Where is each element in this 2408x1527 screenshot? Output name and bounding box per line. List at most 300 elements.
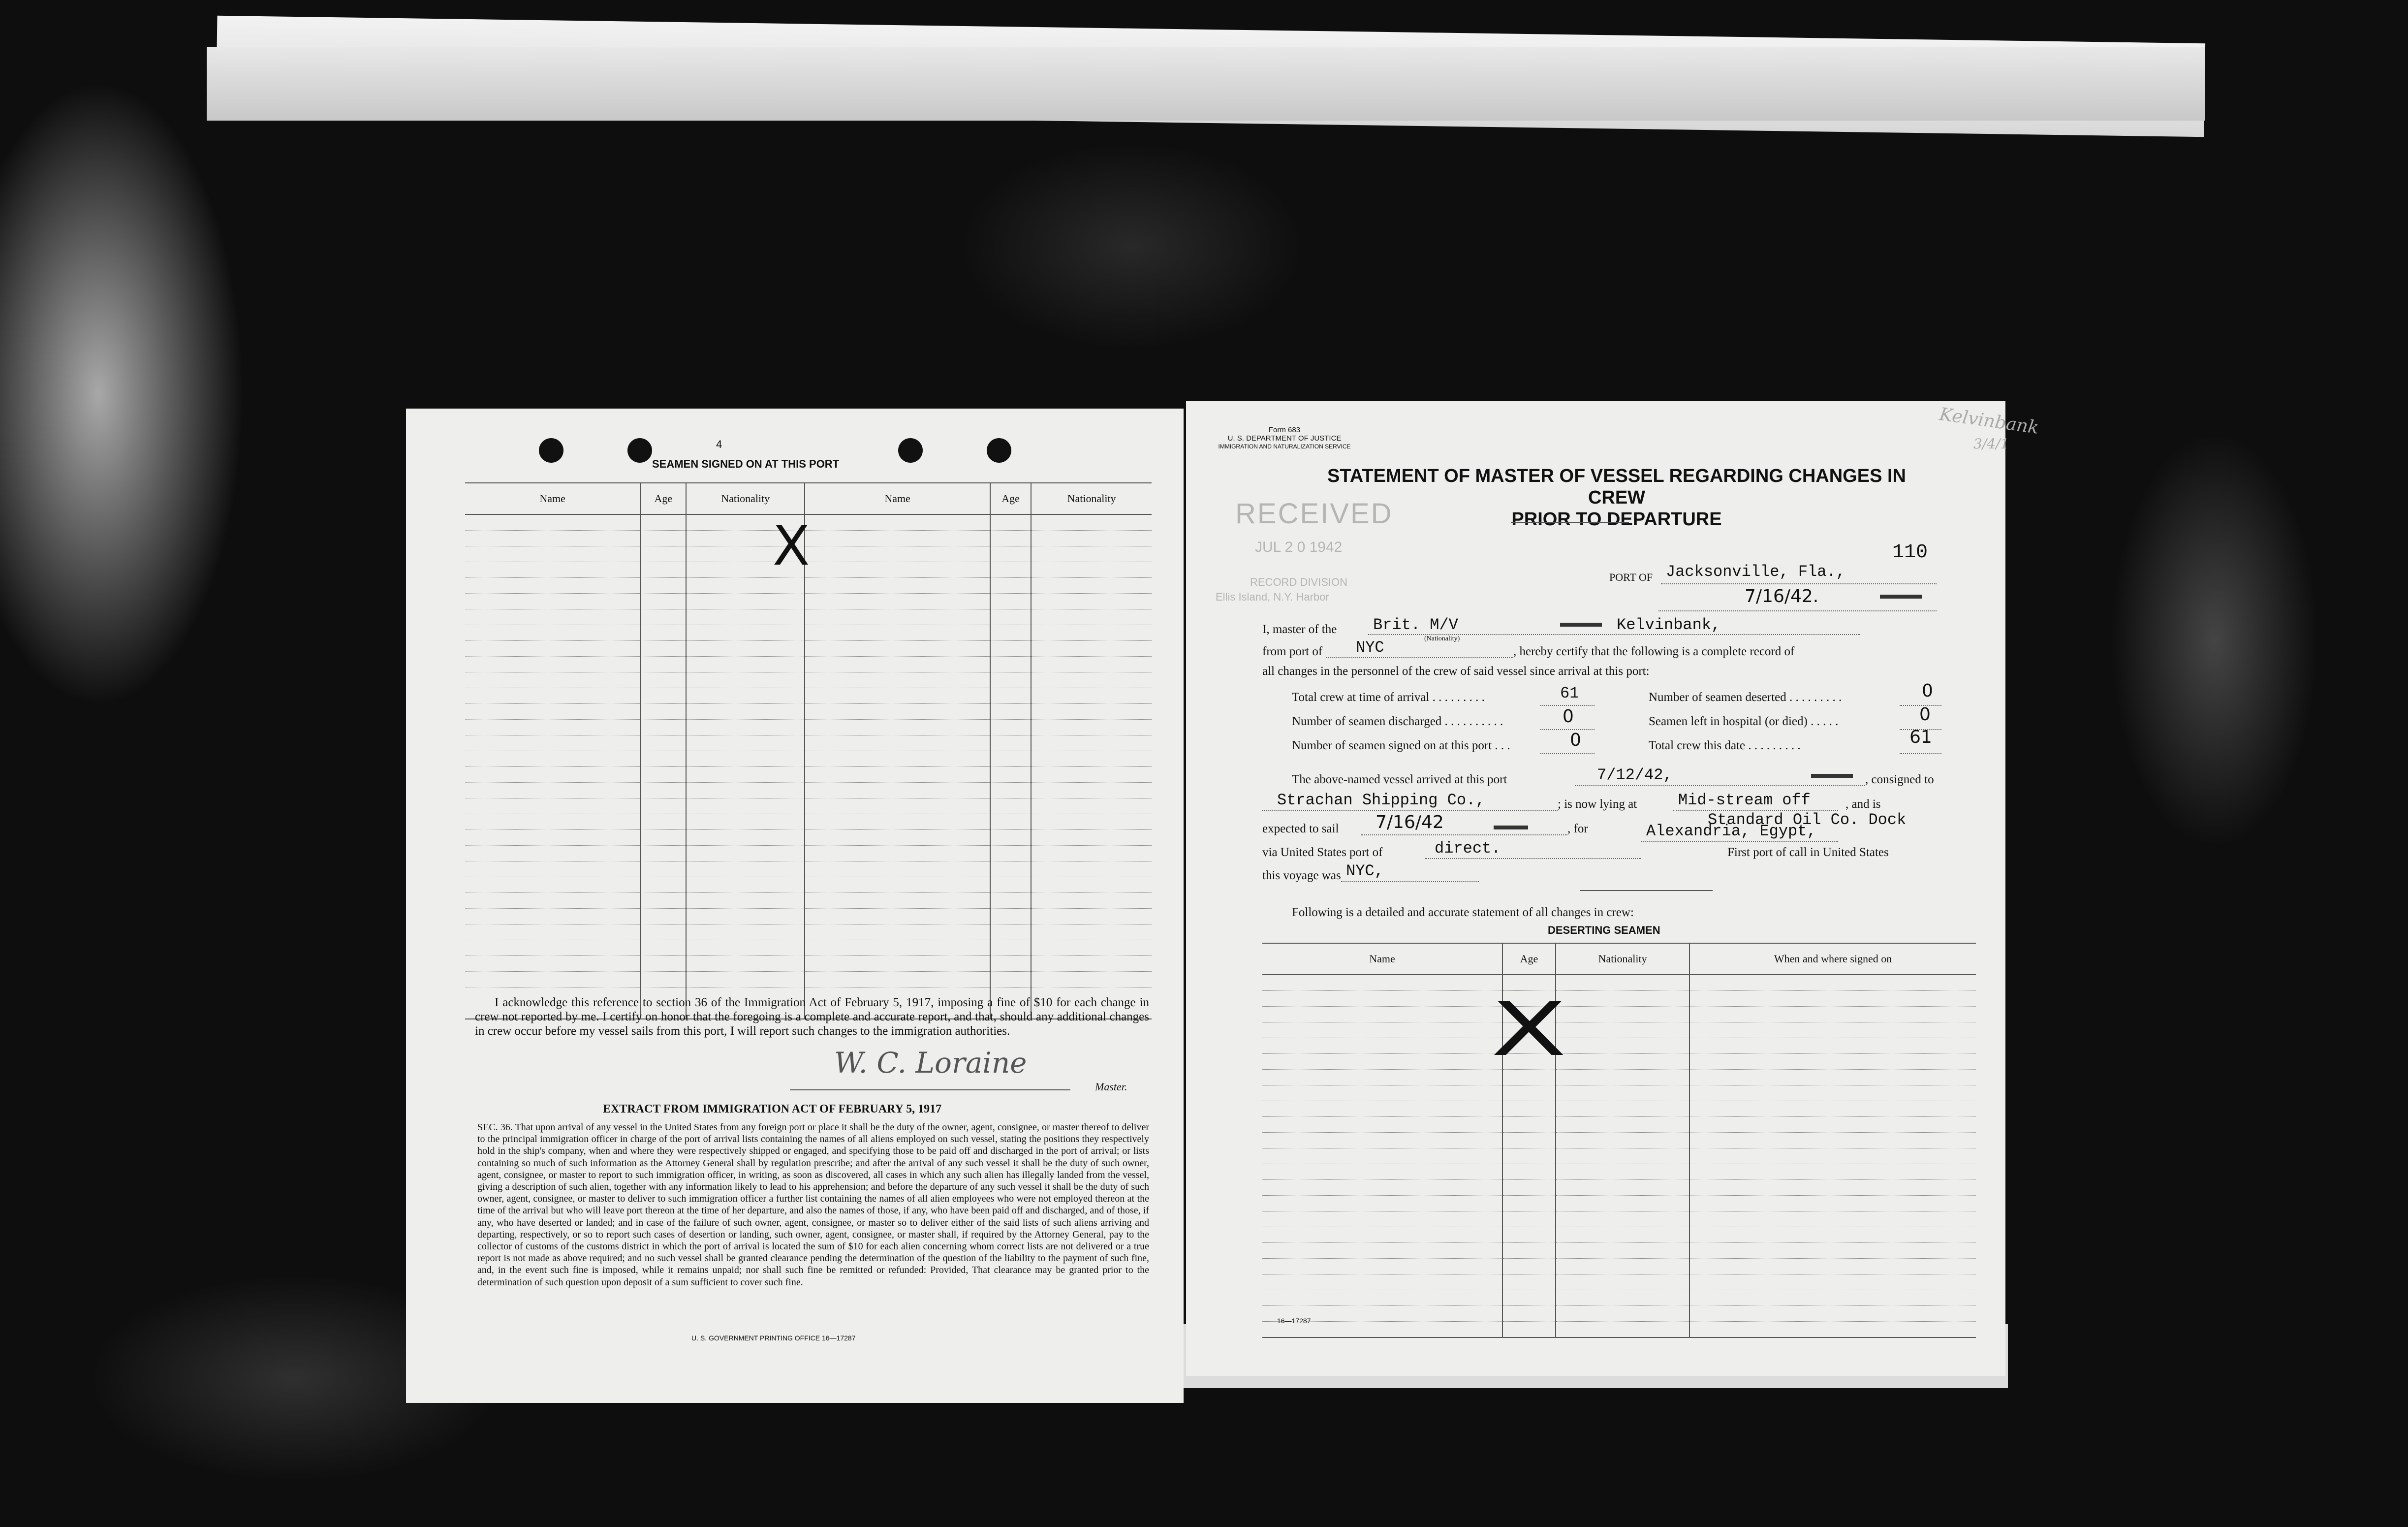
table-cell — [1689, 1117, 1976, 1133]
table-row — [1262, 1007, 1976, 1022]
table-cell — [805, 956, 990, 972]
table-cell — [686, 909, 805, 924]
table-cell — [465, 909, 640, 924]
table-cell — [805, 767, 990, 783]
table-row — [465, 720, 1152, 735]
table-row — [465, 767, 1152, 783]
table-cell — [1689, 1148, 1976, 1164]
table-cell — [1031, 672, 1152, 688]
table-cell — [686, 751, 805, 767]
table-cell — [1031, 688, 1152, 704]
table-cell — [805, 846, 990, 861]
struck-out-text — [1560, 623, 1602, 627]
table-cell — [1502, 1274, 1556, 1290]
table-row — [465, 625, 1152, 641]
table-cell — [640, 625, 686, 641]
table-cell — [990, 846, 1031, 861]
table-cell — [465, 609, 640, 625]
table-cell — [990, 531, 1031, 546]
table-cell — [1689, 1322, 1976, 1338]
table-cell — [1031, 720, 1152, 735]
vessel-name: Kelvinbank, — [1617, 616, 1721, 634]
column-header-age: Age — [1502, 943, 1556, 975]
table-cell — [1502, 1180, 1556, 1196]
table-cell — [686, 877, 805, 893]
voyage-port-value: NYC, — [1346, 862, 1384, 880]
deserted-label: Number of seamen deserted . . . . . . . . . — [1649, 691, 1842, 704]
table-cell — [640, 861, 686, 877]
port-label: PORT OF — [1609, 571, 1653, 583]
table-cell — [1689, 1196, 1976, 1211]
table-cell — [465, 924, 640, 940]
form-header — [1201, 426, 1368, 451]
table-cell — [805, 940, 990, 956]
table-cell — [805, 924, 990, 940]
table-cell — [1262, 1180, 1502, 1196]
table-cell — [465, 783, 640, 798]
corner-note-2: 3/4/1 — [1973, 436, 2009, 452]
table-cell — [465, 531, 640, 546]
table-cell — [805, 672, 990, 688]
deserted-value: 0 — [1922, 681, 1933, 701]
table-cell — [1556, 1164, 1689, 1180]
table-cell — [465, 940, 640, 956]
port-line — [1661, 583, 1937, 584]
struck-out-text — [1811, 774, 1853, 778]
table-cell — [1262, 1164, 1502, 1180]
total-crew-date-label: Total crew this date . . . . . . . . . — [1649, 739, 1801, 752]
table-cell — [1502, 1290, 1556, 1306]
struck-out-text — [1880, 595, 1922, 599]
column-header-name: Name — [805, 483, 990, 514]
table-cell — [1031, 531, 1152, 546]
table-cell — [805, 562, 990, 578]
table-cell — [686, 704, 805, 720]
table-cell — [465, 830, 640, 846]
struck-out-text — [1494, 826, 1528, 829]
table-row — [465, 609, 1152, 625]
table-cell — [1031, 783, 1152, 798]
port-value: Jacksonville, Fla., — [1666, 563, 1845, 581]
table-cell — [640, 877, 686, 893]
table-cell — [805, 594, 990, 609]
table-cell — [465, 877, 640, 893]
title-line-2: PRIOR TO DEPARTURE — [1511, 509, 1722, 530]
value-line — [1900, 753, 1941, 754]
table-cell — [805, 830, 990, 846]
table-row — [1262, 1164, 1976, 1180]
table-row — [1262, 1322, 1976, 1338]
table-cell — [1556, 1101, 1689, 1117]
table-cell — [1689, 1085, 1976, 1101]
table-cell — [1689, 1101, 1976, 1117]
table-cell — [990, 909, 1031, 924]
table-row — [465, 909, 1152, 924]
table-cell — [640, 924, 686, 940]
date-line — [1658, 610, 1937, 611]
value-line — [1540, 729, 1595, 730]
table-cell — [640, 688, 686, 704]
table-cell — [1031, 940, 1152, 956]
table-cell — [1689, 1180, 1976, 1196]
table-cell — [686, 767, 805, 783]
table-row — [465, 830, 1152, 846]
table-cell — [465, 972, 640, 987]
table-cell — [990, 861, 1031, 877]
table-cell — [1031, 562, 1152, 578]
table-cell — [1689, 1243, 1976, 1259]
nationality-label: (Nationality) — [1424, 635, 1460, 642]
table-cell — [1502, 1101, 1556, 1117]
table-cell — [1556, 1306, 1689, 1322]
sail-line — [1361, 834, 1567, 835]
table-cell — [1031, 909, 1152, 924]
value-line — [1540, 705, 1595, 706]
table-cell — [640, 531, 686, 546]
table-row — [1262, 1290, 1976, 1306]
for-label: , for — [1567, 822, 1588, 835]
value-line — [1540, 753, 1595, 754]
table-cell — [1556, 1274, 1689, 1290]
table-cell — [805, 720, 990, 735]
table-cell — [990, 641, 1031, 657]
table-row — [1262, 1054, 1976, 1070]
arrived-label: The above-named vessel arrived at this port — [1292, 773, 1507, 786]
table-cell — [1502, 1196, 1556, 1211]
table-row — [465, 672, 1152, 688]
table-cell — [990, 578, 1031, 594]
table-cell — [640, 893, 686, 909]
table-cell — [1689, 1133, 1976, 1148]
table-cell — [1556, 1007, 1689, 1022]
table-cell — [1262, 1211, 1502, 1227]
page-number: 4 — [716, 438, 722, 450]
table-cell — [1262, 1274, 1502, 1290]
table-cell — [1502, 1148, 1556, 1164]
stamp-location: Ellis Island, N.Y. Harbor — [1216, 591, 1329, 603]
table-cell — [1031, 846, 1152, 861]
arrived-line — [1575, 785, 1865, 786]
table-row — [465, 704, 1152, 720]
punch-hole — [898, 438, 923, 463]
deserting-rows — [1262, 975, 1976, 1337]
table-cell — [805, 641, 990, 657]
table-row — [1262, 1196, 1976, 1211]
total-crew-arrival-label: Total crew at time of arrival . . . . . . . . . — [1292, 691, 1485, 704]
table-cell — [1502, 1227, 1556, 1243]
punch-hole — [987, 438, 1011, 463]
table-cell — [1502, 1164, 1556, 1180]
table-cell — [990, 751, 1031, 767]
table-cell — [686, 657, 805, 672]
table-cell — [1689, 991, 1976, 1007]
table-cell — [686, 814, 805, 830]
x-mark: X — [1491, 987, 1567, 1073]
destination-line — [1641, 841, 1838, 842]
table-cell — [805, 514, 990, 531]
table-cell — [686, 861, 805, 877]
table-cell — [640, 704, 686, 720]
service: IMMIGRATION AND NATURALIZATION SERVICE — [1218, 443, 1351, 450]
table-row — [1262, 1243, 1976, 1259]
table-cell — [805, 861, 990, 877]
table-cell — [686, 594, 805, 609]
table-cell — [1556, 1085, 1689, 1101]
table-cell — [1031, 861, 1152, 877]
table-row — [465, 861, 1152, 877]
table-cell — [686, 641, 805, 657]
table-cell — [686, 783, 805, 798]
table-cell — [1502, 1306, 1556, 1322]
table-cell — [465, 514, 640, 531]
table-cell — [1262, 1227, 1502, 1243]
table-cell — [1556, 975, 1689, 991]
via-label: via United States port of — [1262, 846, 1383, 859]
table-cell — [1031, 704, 1152, 720]
punch-hole — [627, 438, 652, 463]
table-cell — [805, 578, 990, 594]
table-cell — [805, 625, 990, 641]
lying-at-value-2: Standard Oil Co. Dock — [1708, 811, 1907, 829]
table-row — [465, 657, 1152, 672]
table-cell — [465, 578, 640, 594]
table-row — [465, 798, 1152, 814]
table-cell — [1031, 751, 1152, 767]
table-cell — [1031, 735, 1152, 751]
title-rule — [1511, 522, 1629, 523]
table-cell — [805, 688, 990, 704]
table-cell — [1262, 991, 1502, 1007]
table-cell — [1689, 1054, 1976, 1070]
right-page — [1186, 401, 2040, 1376]
table-cell — [1502, 1211, 1556, 1227]
table-cell — [686, 625, 805, 641]
stamp-division: RECORD DIVISION — [1250, 576, 1348, 588]
table-cell — [1031, 514, 1152, 531]
table-cell — [1262, 1085, 1502, 1101]
table-row — [1262, 1306, 1976, 1322]
vessel-type: Brit. M/V — [1373, 616, 1458, 634]
from-port-value: NYC — [1356, 638, 1384, 657]
table-cell — [805, 609, 990, 625]
table-cell — [1556, 1180, 1689, 1196]
table-row — [465, 972, 1152, 987]
section-title: SEAMEN SIGNED ON AT THIS PORT — [652, 458, 840, 470]
table-cell — [1262, 975, 1502, 991]
paper-stack-edge — [207, 47, 2205, 121]
deserting-title: DESERTING SEAMEN — [1548, 924, 1660, 936]
table-cell — [686, 720, 805, 735]
table-cell — [990, 814, 1031, 830]
table-cell — [465, 751, 640, 767]
table-row — [1262, 1148, 1976, 1164]
table-cell — [640, 751, 686, 767]
table-cell — [1689, 1306, 1976, 1322]
table-cell — [640, 814, 686, 830]
table-cell — [990, 798, 1031, 814]
table-cell — [1689, 1038, 1976, 1054]
table-cell — [686, 688, 805, 704]
table-cell — [1502, 1117, 1556, 1133]
column-header-age: Age — [640, 483, 686, 514]
table-row — [465, 641, 1152, 657]
table-cell — [1556, 1148, 1689, 1164]
table-row — [1262, 1227, 1976, 1243]
table-cell — [805, 972, 990, 987]
column-header-signed-on: When and where signed on — [1689, 943, 1976, 975]
from-port-label: from port of — [1262, 645, 1323, 658]
table-cell — [1031, 798, 1152, 814]
table-cell — [990, 562, 1031, 578]
master-of-label: I, master of the — [1262, 623, 1337, 636]
from-port-line — [1326, 657, 1513, 658]
table-row — [465, 594, 1152, 609]
table-cell — [640, 609, 686, 625]
master-label: Master. — [1095, 1081, 1127, 1093]
table-row — [1262, 1085, 1976, 1101]
extract-text: SEC. 36. That upon arrival of any vessel in the United States from any foreign port or place it shall be the duty of the owner, agent, consignee, or master thereof to deliver to the principal immigration officer in charge of the port of arrival lists containing the names of all aliens employed on such vessel, stating the positions they respectively hold in the ship's company, when and where they were respectively shipped or engaged, and specifying those to be paid off and discharged in the port of arrival; or lists containing so much of such information as the Attorney General shall by regulation prescribe; and after the arrival of any such vessel it shall be the duty of such owner, agent, consignee, or master to report to such immigration officer, in writing, as soon as discovered, all cases in which any such alien has illegally landed from the vessel, giving a description of such alien, together with any information likely to lead to his apprehension; and before the departure of any such vessel it shall be the duty of such owner, agent, consignee, or master to deliver to such immigration officer a further list containing the names of all alien employees who were not employed thereon at the time of the arrival but who will leave port thereon at the time of her departure, and also the names of those, if any, who have been paid off and discharged, and of those, if any, who have deserted or landed; and in case of the failure of such owner, agent, consignee, or master so to deliver either of the said lists of such aliens arriving and departing, respectively, or so to report such cases of desertion or landing, such owner, agent, consignee, or master shall, if required by the Attorney General, pay to the collector of customs of the customs district in which the port of arrival is located the sum of $10 for each alien concerning whom correct lists are not delivered or a true report is not made as above required; and no such vessel shall be granted clearance pending the determination of the question of the liability to the payment of such fine, and, in the event such fine is imposed, while it remains unpaid; nor shall such fine be remitted or refunded: Provided, That clearance may be granted prior to the determination of such question upon deposit of a sum sufficient to cover such fine. — [477, 1122, 1149, 1288]
discharged-value: 0 — [1563, 706, 1574, 727]
column-header-name: Name — [465, 483, 640, 514]
column-header-nationality: Nationality — [1556, 943, 1689, 975]
table-cell — [805, 657, 990, 672]
table-row — [1262, 1117, 1976, 1133]
table-cell — [1031, 625, 1152, 641]
consignee-line — [1262, 810, 1558, 811]
table-cell — [1262, 1070, 1502, 1085]
via-line — [1425, 858, 1641, 859]
table-cell — [1502, 1243, 1556, 1259]
table-row — [465, 814, 1152, 830]
table-cell — [990, 514, 1031, 531]
first-port-label: First port of call in United States — [1727, 846, 1889, 859]
form-number: Form 683 — [1268, 426, 1301, 434]
column-header-name: Name — [1262, 943, 1502, 975]
table-cell — [1262, 1148, 1502, 1164]
table-row — [1262, 1259, 1976, 1274]
table-cell — [640, 909, 686, 924]
table-cell — [465, 672, 640, 688]
corner-note: Kelvinbank — [1938, 404, 2040, 438]
total-crew-arrival-value: 61 — [1560, 684, 1579, 702]
discharged-label: Number of seamen discharged . . . . . . . . . . — [1292, 715, 1503, 728]
table-cell — [465, 546, 640, 562]
table-cell — [990, 657, 1031, 672]
table-cell — [990, 625, 1031, 641]
table-cell — [990, 877, 1031, 893]
table-row — [1262, 991, 1976, 1007]
table-row — [465, 735, 1152, 751]
table-row — [1262, 1070, 1976, 1085]
lying-label: ; is now lying at — [1558, 797, 1637, 811]
x-mark: X — [773, 514, 810, 577]
table-row — [1262, 1022, 1976, 1038]
table-cell — [640, 672, 686, 688]
table-cell — [1031, 924, 1152, 940]
lying-at-value: Mid-stream off — [1678, 791, 1811, 809]
table-cell — [805, 893, 990, 909]
table-cell — [465, 767, 640, 783]
total-crew-date-value: 61 — [1909, 727, 1932, 747]
table-cell — [640, 562, 686, 578]
table-row — [465, 893, 1152, 909]
table-cell — [465, 814, 640, 830]
table-cell — [1031, 877, 1152, 893]
table-cell — [1689, 1022, 1976, 1038]
table-cell — [640, 514, 686, 531]
table-cell — [1556, 1117, 1689, 1133]
extract-title: EXTRACT FROM IMMIGRATION ACT OF FEBRUARY 5, 1917 — [603, 1103, 942, 1115]
signature-line — [790, 1089, 1070, 1090]
expected-label: expected to sail — [1262, 822, 1339, 835]
table-cell — [990, 594, 1031, 609]
table-cell — [805, 783, 990, 798]
table-cell — [640, 830, 686, 846]
table-cell — [805, 909, 990, 924]
table-cell — [1031, 578, 1152, 594]
table-cell — [1556, 1070, 1689, 1085]
table-cell — [686, 798, 805, 814]
table-row — [1262, 1038, 1976, 1054]
table-cell — [805, 735, 990, 751]
table-cell — [1689, 1007, 1976, 1022]
sail-date: 7/16/42 — [1376, 812, 1444, 832]
table-cell — [465, 625, 640, 641]
table-cell — [686, 924, 805, 940]
hospital-value: 0 — [1919, 704, 1931, 725]
table-cell — [990, 720, 1031, 735]
date-value: 7/16/42. — [1745, 586, 1819, 606]
table-cell — [465, 893, 640, 909]
destination-value: Alexandria, Egypt, — [1646, 822, 1816, 840]
table-row — [1262, 1133, 1976, 1148]
table-row — [465, 924, 1152, 940]
table-cell — [1689, 975, 1976, 991]
table-cell — [1556, 1290, 1689, 1306]
table-cell — [990, 735, 1031, 751]
table-cell — [686, 609, 805, 625]
table-cell — [640, 956, 686, 972]
table-cell — [686, 940, 805, 956]
table-cell — [465, 798, 640, 814]
table-cell — [805, 798, 990, 814]
table-cell — [990, 688, 1031, 704]
vessel-line — [1368, 634, 1860, 635]
table-cell — [990, 830, 1031, 846]
table-cell — [805, 751, 990, 767]
table-cell — [1262, 1133, 1502, 1148]
table-cell — [1502, 1085, 1556, 1101]
and-is-label: , and is — [1845, 797, 1881, 811]
table-cell — [1689, 1070, 1976, 1085]
table-row — [465, 940, 1152, 956]
table-cell — [990, 609, 1031, 625]
table-cell — [1502, 1259, 1556, 1274]
table-cell — [686, 672, 805, 688]
table-cell — [1689, 1290, 1976, 1306]
table-cell — [990, 767, 1031, 783]
table-cell — [990, 924, 1031, 940]
table-cell — [1262, 1196, 1502, 1211]
table-cell — [1556, 1133, 1689, 1148]
table-cell — [1262, 1007, 1502, 1022]
table-cell — [640, 798, 686, 814]
table-cell — [1031, 893, 1152, 909]
table-cell — [640, 657, 686, 672]
stamp-received: RECEIVED — [1235, 498, 1393, 530]
table-row — [1262, 1274, 1976, 1290]
punch-hole — [539, 438, 563, 463]
